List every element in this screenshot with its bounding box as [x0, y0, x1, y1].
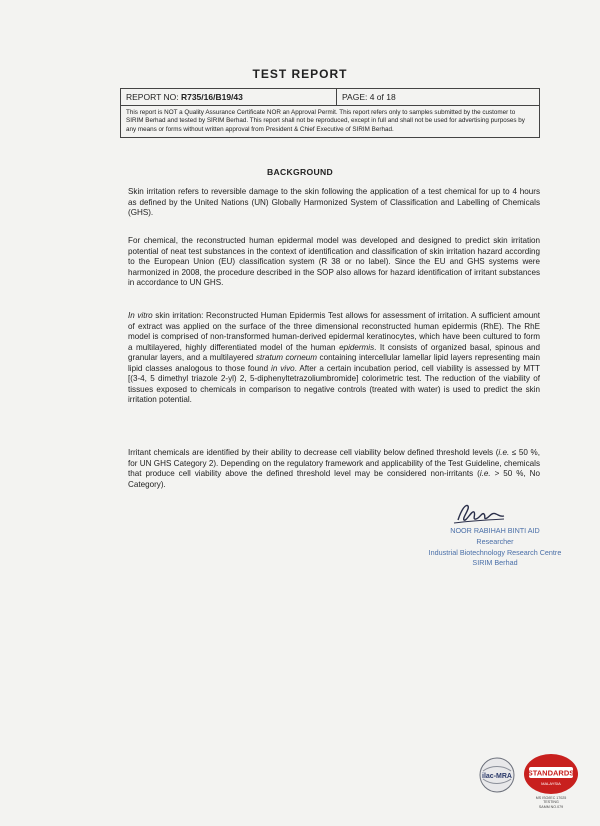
signatory-organization: SIRIM Berhad [472, 558, 518, 567]
standards-malaysia-logo [523, 752, 579, 796]
signatory-department: Industrial Biotechnology Research Centre [428, 548, 562, 557]
svg-text:ilac-MRA: ilac-MRA [482, 773, 512, 780]
section-title: BACKGROUND [266, 167, 334, 177]
report-header-table [120, 88, 540, 138]
svg-text:MALAYSIA: MALAYSIA [541, 781, 561, 786]
report-number: R735/16/B19/43 [180, 92, 243, 102]
disclaimer: This report is NOT a Quality Assurance Certificate NOR an Approval Permit. This report refers only to samples submitted by the customer to SIRIM Berhad and tested by SIRIM Berhad. This report shall not be reproduced, except in full and shall not be used for advertising purposes by any means or forms without written approval from President & Chief Executive of SIRIM Berhad. [121, 106, 540, 138]
paragraph-2: For chemical, the reconstructed human epidermal model was developed and designed to predict skin irritation potential of neat test substances in the context of identification and classification of skin irritation hazard according to the European Union (EU) classification system (R 38 or no label). Since the EU and GHS systems were harmonized in 2008, the procedure described in the SOP also allows for hazard identification of irritant substances in accordance to UN GHS. [128, 236, 540, 287]
handwritten-signature [452, 500, 506, 526]
report-number-cell [121, 89, 337, 106]
paragraph-4: Irritant chemicals are identified by their ability to decrease cell viability below defined threshold levels (i.e. ≤ 50 %, for UN GHS Category 2). Depending on the regulatory framework and applicability of the Test Guideline, chemicals that produce cell viability above the defined threshold level may be considered non-irritants (i.e. > 50 %, No Category). [128, 448, 540, 489]
paragraph-1: Skin irritation refers to reversible damage to the skin following the application of a test chemical for up to 4 hours as defined by the United Nations (UN) Globally Harmonized System of Classification and Labelling of Chemicals (GHS). [128, 187, 540, 217]
ilac-mra-logo [479, 757, 515, 793]
report-number-label: REPORT NO: [126, 92, 181, 102]
page-number: PAGE: 4 of 18 [337, 89, 540, 106]
report-title: TEST REPORT [252, 67, 348, 81]
svg-text:STANDARDS: STANDARDS [527, 768, 575, 778]
signatory-name: NOOR RABIHAH BINTI AID [450, 526, 540, 535]
signatory-role: Researcher [476, 537, 514, 546]
paragraph-3: In vitro skin irritation: Reconstructed Human Epidermis Test allows for assessment of irritation. A sufficient amount of extract was applied on the surface of the three dimensional reconstructed human epidermis (RhE). The RhE model is comprised of non-transformed human-derived epidermal keratinocytes, which have been cultured to form a multilayered, highly differentiated model of the human epidermis. It consists of organized basal, spinous and granular layers, and a multilayered stratum corneum containing intercellular lamellar lipid layers representing main lipid classes analogous to those found in vivo. After a certain incubation period, cell viability is assessed by MTT [(3-4, 5 dimethyl triazole 2-yl) 2, 5-diphenyltetrazoliumbromide] colorimetric test. The reduction of the viability of tissues exposed to chemicals in comparison to negative controls (treated with water) is used to predict the skin irritation potential. [128, 311, 541, 404]
accreditation-text: MS ISO/IEC 17025 TESTING SAMM NO.079 [535, 796, 567, 809]
